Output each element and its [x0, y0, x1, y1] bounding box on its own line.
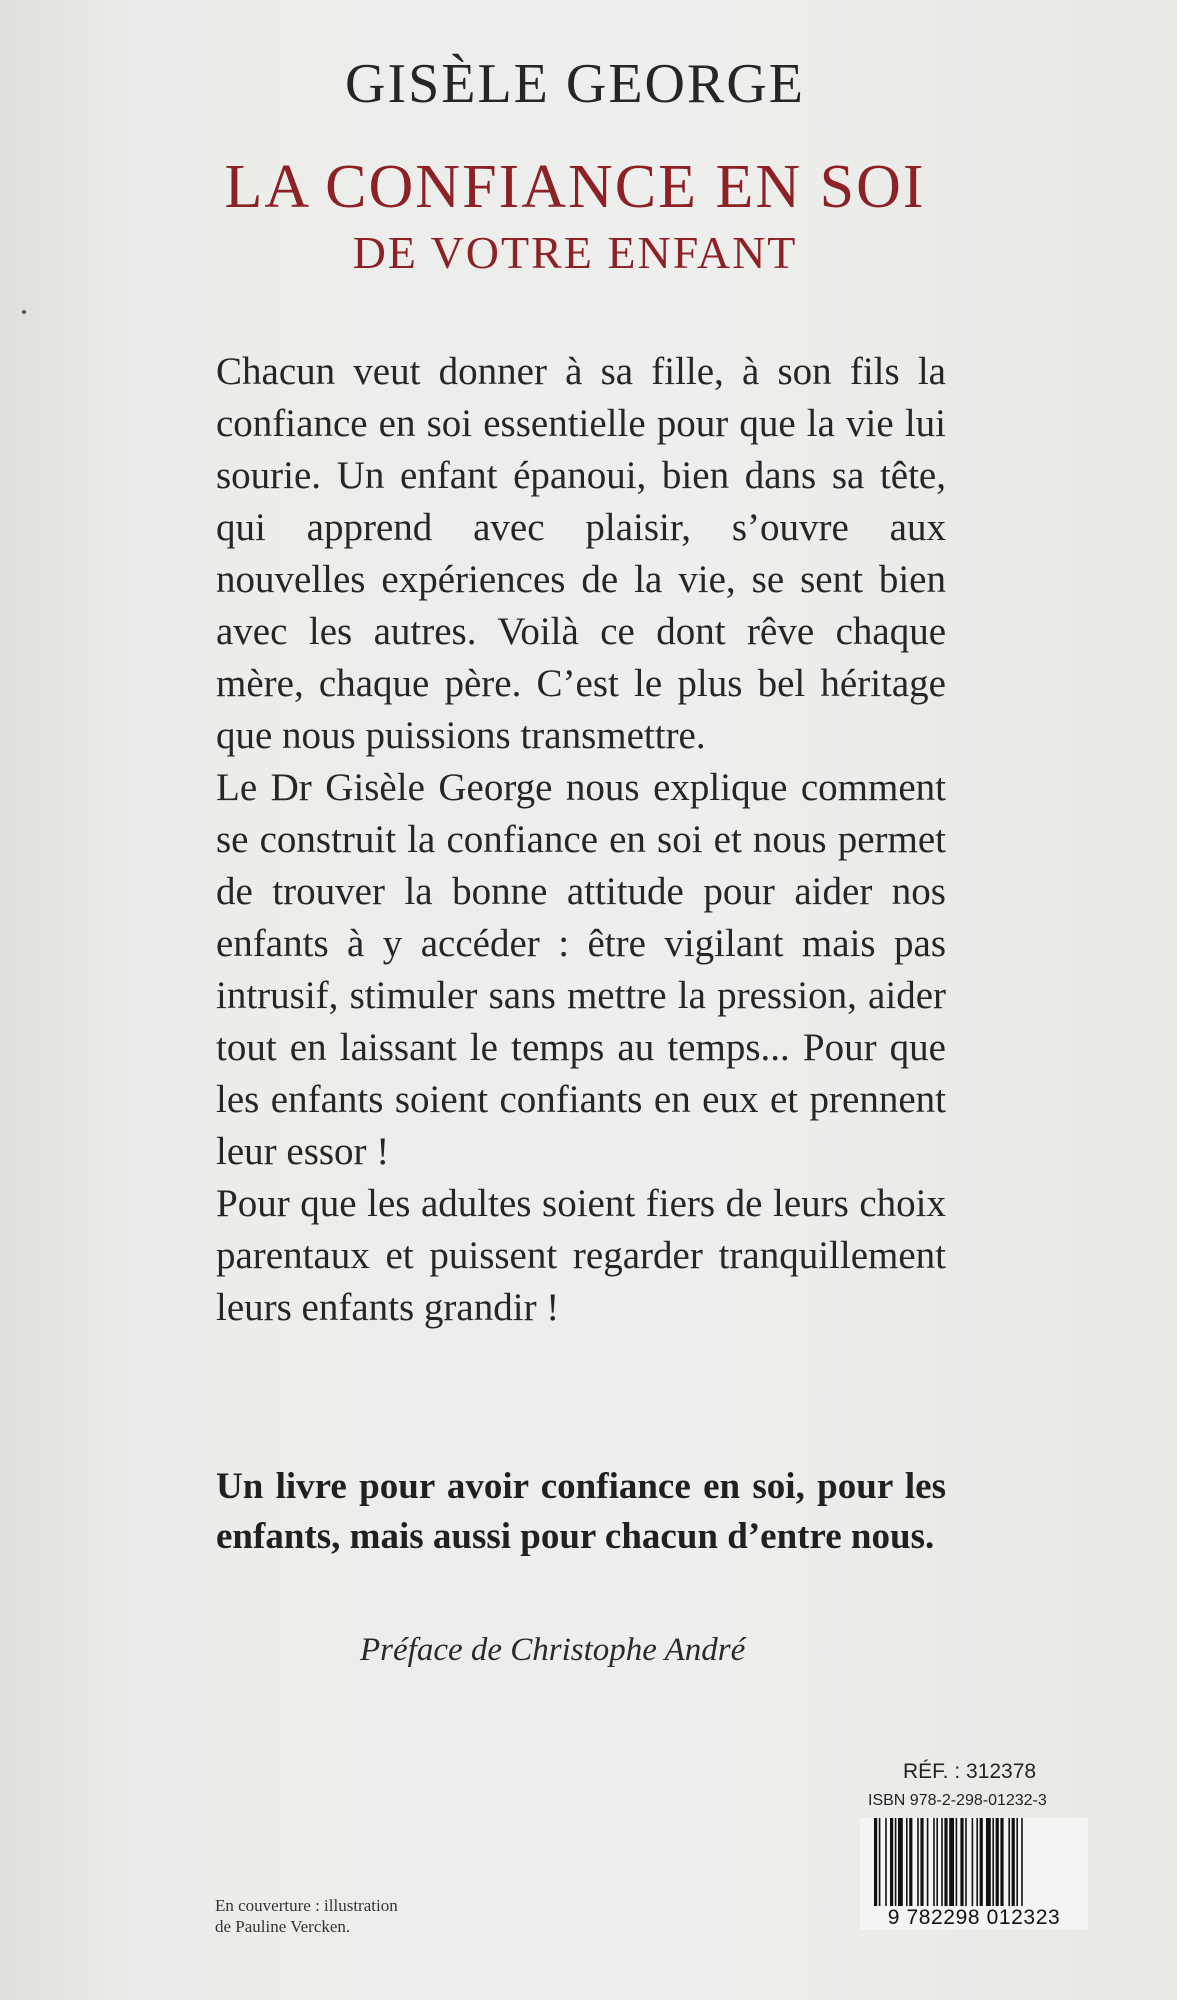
barcode-digits: 9 782298 012323 — [860, 1906, 1088, 1930]
barcode-bar — [879, 1818, 881, 1910]
blurb-text — [216, 346, 946, 1334]
barcode-bar — [1012, 1818, 1015, 1910]
barcode-bar — [909, 1818, 912, 1910]
cover-credit-line: de Pauline Vercken. — [215, 1917, 351, 1936]
isbn-number: ISBN 978-2-298-01232-3 — [868, 1792, 1047, 1809]
speck-mark — [22, 310, 26, 314]
barcode-bar — [992, 1818, 994, 1910]
book-subtitle: DE VOTRE ENFANT — [352, 227, 798, 278]
barcode-bar — [874, 1818, 877, 1910]
barcode-bar — [933, 1818, 935, 1910]
barcode-bar — [1016, 1818, 1018, 1910]
barcode-bar — [890, 1818, 893, 1910]
barcode-bar — [980, 1818, 983, 1910]
barcode-bar — [936, 1818, 938, 1910]
barcode-bar — [1021, 1818, 1023, 1910]
barcode-bar — [1000, 1818, 1003, 1910]
blurb-paragraph: Le Dr Gisèle George nous explique comment se construit la confiance en soi et nous permet de trouver la bonne attitude pour aider nos enfants à y accéder : être vigilant mais pas intrusif, stimuler sans mettre la pression, aider tout en laissant le temps au temps... Pour que les enfants soient confiants en eux et prennent leur essor ! — [216, 766, 946, 1173]
barcode-bar — [898, 1818, 903, 1910]
barcode-bar — [956, 1818, 958, 1910]
book-title: LA CONFIANCE EN SOI — [224, 153, 926, 221]
barcode-bar — [976, 1818, 978, 1910]
barcode-bar — [986, 1818, 991, 1910]
barcode — [860, 1818, 1088, 1930]
barcode-bar — [996, 1818, 999, 1910]
author-name: GISÈLE GEORGE — [345, 53, 805, 115]
barcode-bar — [944, 1818, 947, 1910]
cover-credits — [215, 1895, 398, 1937]
barcode-bar — [895, 1818, 897, 1910]
barcode-bars — [874, 1818, 1074, 1910]
blurb-paragraph: Pour que les adultes soient fiers de leurs choix parentaux et puissent regarder tranquillement leurs enfants grandir ! — [216, 1182, 946, 1329]
barcode-bar — [972, 1818, 974, 1910]
barcode-bar — [941, 1818, 943, 1910]
barcode-bar — [960, 1818, 963, 1910]
preface-credit: Préface de Christophe André — [360, 1632, 746, 1668]
barcode-bar — [927, 1818, 929, 1910]
barcode-bar — [917, 1818, 919, 1910]
blurb-paragraph: Chacun veut donner à sa fille, à son fils la confiance en soi essentielle pour que la vie lui sourie. Un enfant épanoui, bien dans sa tête, qui apprend avec plaisir, s’ouvre aux nouvelles expériences de la vie, se sent bien avec les autres. Voilà ce dont rêve chaque mère, chaque père. C’est le plus bel héritage que nous puissions transmettre. — [216, 350, 946, 757]
blurb-highlight: Un livre pour avoir confiance en soi, pour les enfants, mais aussi pour chacun d’entre nous. — [216, 1466, 946, 1557]
barcode-bar — [965, 1818, 967, 1910]
barcode-bar — [920, 1818, 923, 1910]
barcode-bar — [1008, 1818, 1010, 1910]
reference-number: RÉF. : 312378 — [903, 1760, 1037, 1783]
barcode-bar — [949, 1818, 954, 1910]
barcode-bar — [885, 1818, 887, 1910]
barcode-bar — [906, 1818, 908, 1910]
cover-credit-line: En couverture : illustration — [215, 1896, 398, 1915]
